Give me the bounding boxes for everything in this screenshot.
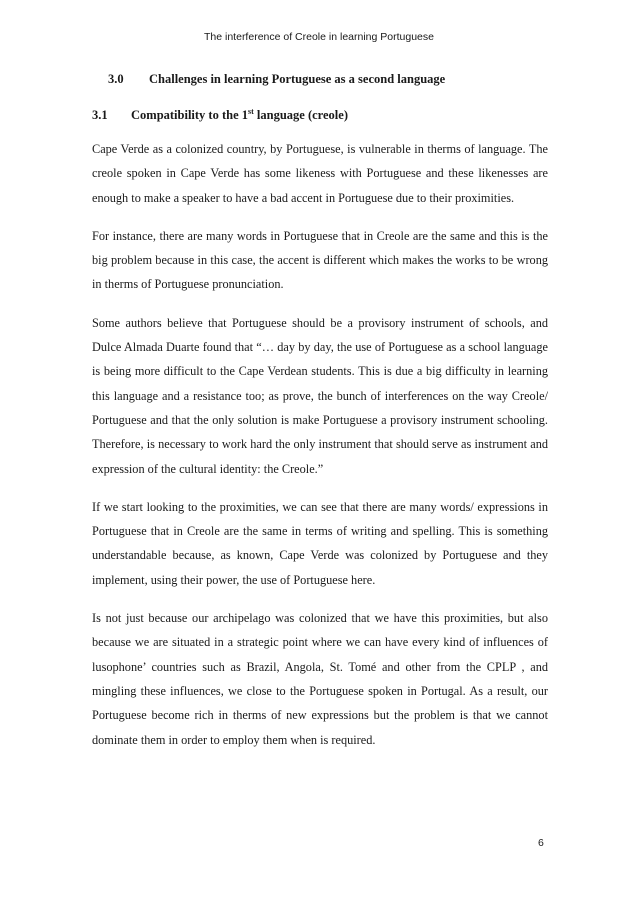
section-title-part: Compatibility to the 1	[131, 108, 249, 122]
section-heading-3-1	[92, 108, 348, 123]
section-heading-3-0	[108, 72, 445, 87]
paragraph-5: Is not just because our archipelago was colonized that we have this proximities, but also because we are situated in a strategic point where we can have every kind of influences of lusophone’ countries such as Brazil, Angola, St. Tomé and other from the CPLP , and mingling these influences, we close to the Portuguese spoken in Portugal. As a result, our Portuguese become rich in therms of new expressions but the problem is that we cannot dominate them in order to employ them when is required.	[92, 611, 548, 747]
paragraph-3: Some authors believe that Portuguese should be a provisory instrument of schools, and Dulce Almada Duarte found that “… day by day, the use of Portuguese as a school language is being more difficult to the Cape Verdean students. This is due a big difficulty in learning this language and a resistance too; as prove, the bunch of interferences on the way Creole/ Portuguese and that the only solution is make Portuguese a provisory instrument schooling. Therefore, is necessary to work hard the only instrument that should serve as instrument and expression of the cultural identity: the Creole.”	[92, 315, 548, 476]
section-title: Challenges in learning Portuguese as a second language	[149, 72, 446, 86]
paragraph-1: Cape Verde as a colonized country, by Portuguese, is vulnerable in therms of language. The creole spoken in Cape Verde has some likeness with Portuguese and these likenesses are enough to make a speaker to have a bad accent in Portuguese due to their proximities.	[92, 142, 548, 205]
page-number: 6	[538, 837, 544, 849]
section-title-part: language (creole)	[253, 108, 348, 122]
ordinal-superscript: st	[248, 107, 254, 116]
paragraph-4: If we start looking to the proximities, we can see that there are many words/ expressions in Portuguese that in Creole are the same in terms of writing and spelling. This is something understandable because, as known, Cape Verde was colonized by Portuguese and they implement, using their power, the use of Portuguese here.	[92, 499, 548, 587]
running-header: The interference of Creole in learning Portuguese	[204, 31, 434, 43]
section-number: 3.1	[92, 108, 108, 122]
section-number: 3.0	[108, 72, 124, 86]
body-text	[92, 137, 548, 766]
paragraph-2: For instance, there are many words in Portuguese that in Creole are the same and this is the big problem because in this case, the accent is different which makes the works to be wrong in therms of Portuguese pronunciation.	[92, 228, 548, 292]
